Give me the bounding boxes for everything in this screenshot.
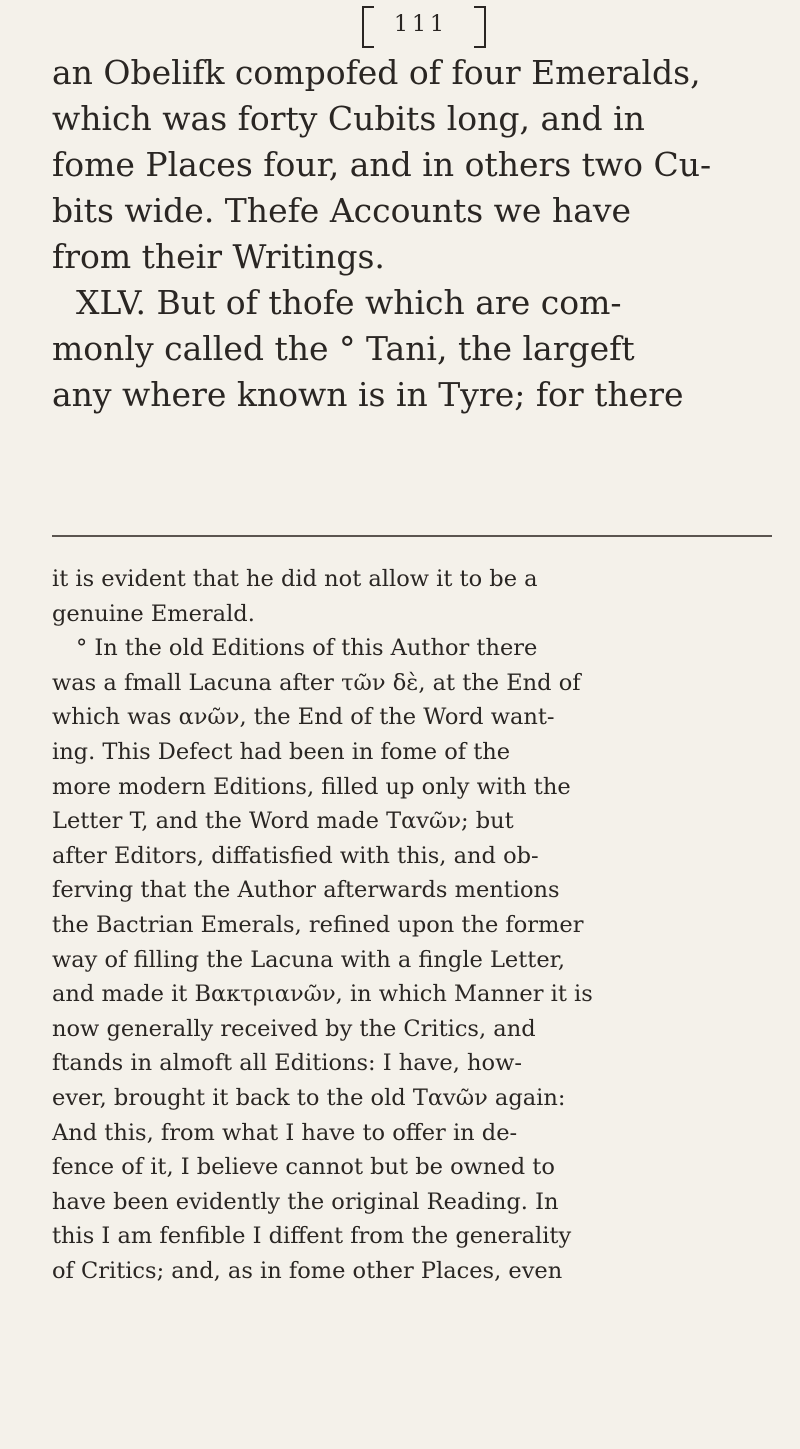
footnote-line: now generally received by the Critics, and	[52, 1015, 536, 1042]
footnote-rule	[52, 535, 772, 537]
footnote-line: was a fmall Lacuna after τῶν δὲ, at the End of	[52, 669, 581, 696]
main-line: monly called the ° Tani, the largeft	[52, 329, 635, 368]
footnote-line: ferving that the Author afterwards mentions	[52, 877, 560, 904]
main-line: which was forty Cubits long, and in	[52, 99, 645, 138]
footnote-line: this I am fenfible I diffent from the generality	[52, 1223, 572, 1250]
main-text	[52, 50, 772, 418]
main-line: bits wide. Thefe Accounts we have	[52, 191, 632, 230]
footnote-line: after Editors, diffatisfied with this, and ob-	[52, 842, 539, 869]
page-header	[362, 6, 502, 46]
footnote-line: more modern Editions, filled up only with the	[52, 773, 571, 800]
footnote-line: ever, brought it back to the old Ταvῶν again:	[52, 1084, 566, 1111]
footnote-line: genuine Emerald.	[52, 600, 255, 627]
footnote-line: ° In the old Editions of this Author there	[76, 635, 538, 662]
footnote-line: way of filling the Lacuna with a fingle Letter,	[52, 946, 566, 973]
footnote-line: which was ανῶν, the End of the Word want-	[52, 704, 555, 731]
footnote-line: of Critics; and, as in fome other Places, even	[52, 1257, 563, 1284]
page-number: 111	[394, 12, 448, 37]
footnote-line: ftands in almoft all Editions: I have, how-	[52, 1050, 522, 1077]
footnote-line: the Bactrian Emerals, refined upon the former	[52, 911, 584, 938]
main-line: an Obelifk compofed of four Emeralds,	[52, 53, 701, 92]
right-bracket	[474, 6, 486, 48]
main-line: any where known is in Tyre; for there	[52, 375, 684, 414]
main-line: XLV. But of thofe which are com-	[76, 283, 622, 322]
footnote-line: fence of it, I believe cannot but be owned to	[52, 1154, 555, 1181]
footnote-line: And this, from what I have to offer in de-	[52, 1119, 518, 1146]
left-bracket	[362, 6, 374, 48]
footnote-line: it is evident that he did not allow it to be a	[52, 566, 538, 592]
main-line: from their Writings.	[52, 237, 385, 276]
footnote-line: have been evidently the original Reading. In	[52, 1188, 559, 1215]
footnote-line: and made it Βακτριανῶν, in which Manner it is	[52, 981, 593, 1008]
footnotes	[52, 562, 772, 1288]
footnote-line: Letter T, and the Word made Ταvῶν; but	[52, 808, 514, 835]
footnote-line: ing. This Defect had been in fome of the	[52, 738, 511, 765]
main-line: fome Places four, and in others two Cu-	[52, 145, 712, 184]
